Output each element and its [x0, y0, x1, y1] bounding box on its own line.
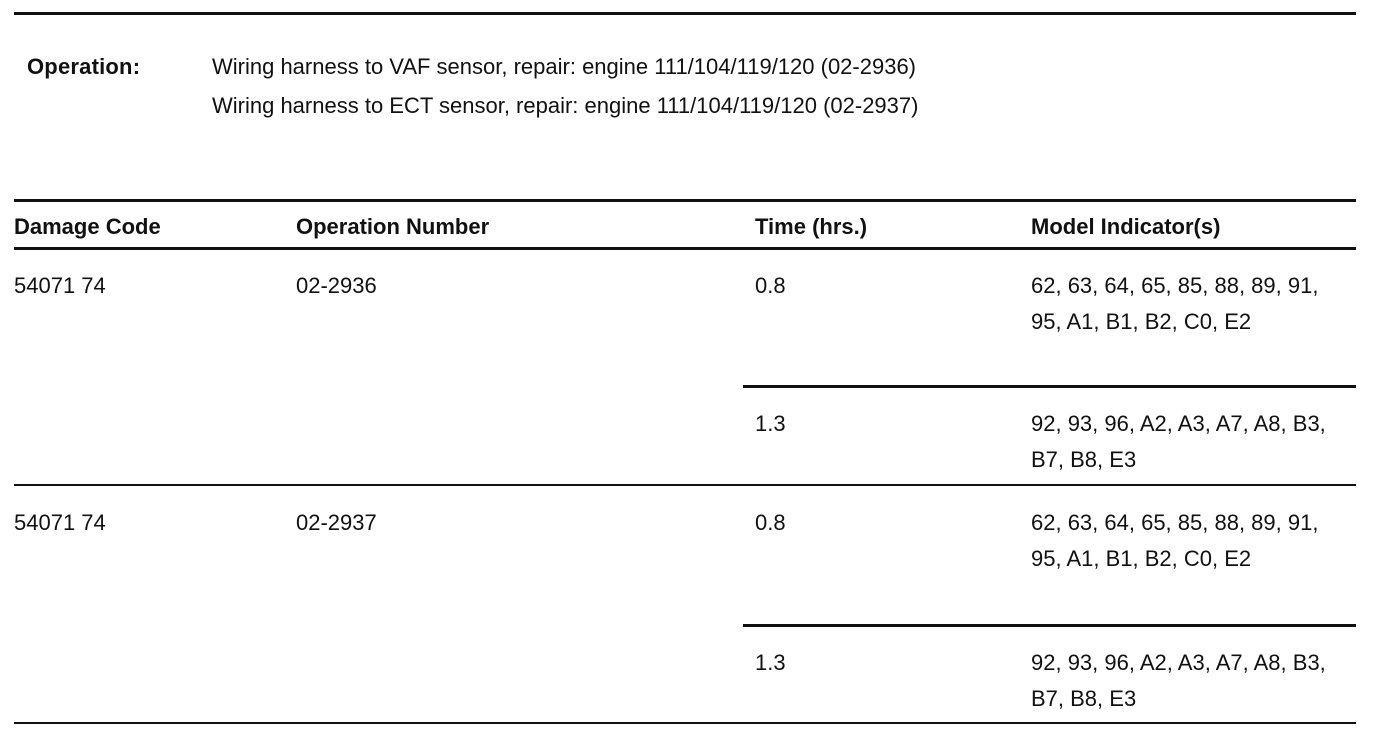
- header-time: Time (hrs.): [755, 214, 868, 239]
- row1-entry2-time: 1.3: [755, 411, 786, 436]
- row2-entry1-time: 0.8: [755, 510, 786, 535]
- row2-operation-number: 02-2937: [296, 510, 377, 535]
- header-model-indicators: Model Indicator(s): [1031, 214, 1221, 239]
- bottom-rule: [14, 722, 1356, 724]
- row2-subrule: [743, 624, 1356, 627]
- row1-entry2-models: 92, 93, 96, A2, A3, A7, A8, B3, B7, B8, E3: [1031, 411, 1326, 472]
- row-divider: [14, 484, 1356, 486]
- row1-entry1-time: 0.8: [755, 273, 786, 298]
- row2-entry2-time: 1.3: [755, 650, 786, 675]
- operation-line-ect: Wiring harness to ECT sensor, repair: engine 111/104/119/120 (02-2937): [212, 93, 919, 118]
- row1-entry1-models: 62, 63, 64, 65, 85, 88, 89, 91, 95, A1, B1, B2, C0, E2: [1031, 273, 1319, 334]
- header-operation-number: Operation Number: [296, 214, 490, 239]
- row1-operation-number: 02-2936: [296, 273, 377, 298]
- header-damage-code: Damage Code: [14, 214, 161, 239]
- table-top-rule: [14, 199, 1356, 202]
- row2-entry1-models: 62, 63, 64, 65, 85, 88, 89, 91, 95, A1, B1, B2, C0, E2: [1031, 510, 1319, 571]
- top-rule: [14, 12, 1356, 15]
- row2-damage-code: 54071 74: [14, 510, 106, 535]
- operation-line-vaf: Wiring harness to VAF sensor, repair: engine 111/104/119/120 (02-2936): [212, 54, 917, 79]
- row1-damage-code: 54071 74: [14, 273, 106, 298]
- row2-entry2-models: 92, 93, 96, A2, A3, A7, A8, B3, B7, B8, E3: [1031, 650, 1326, 711]
- row1-subrule: [743, 385, 1356, 388]
- operation-label: Operation:: [27, 54, 141, 79]
- header-rule: [14, 247, 1356, 250]
